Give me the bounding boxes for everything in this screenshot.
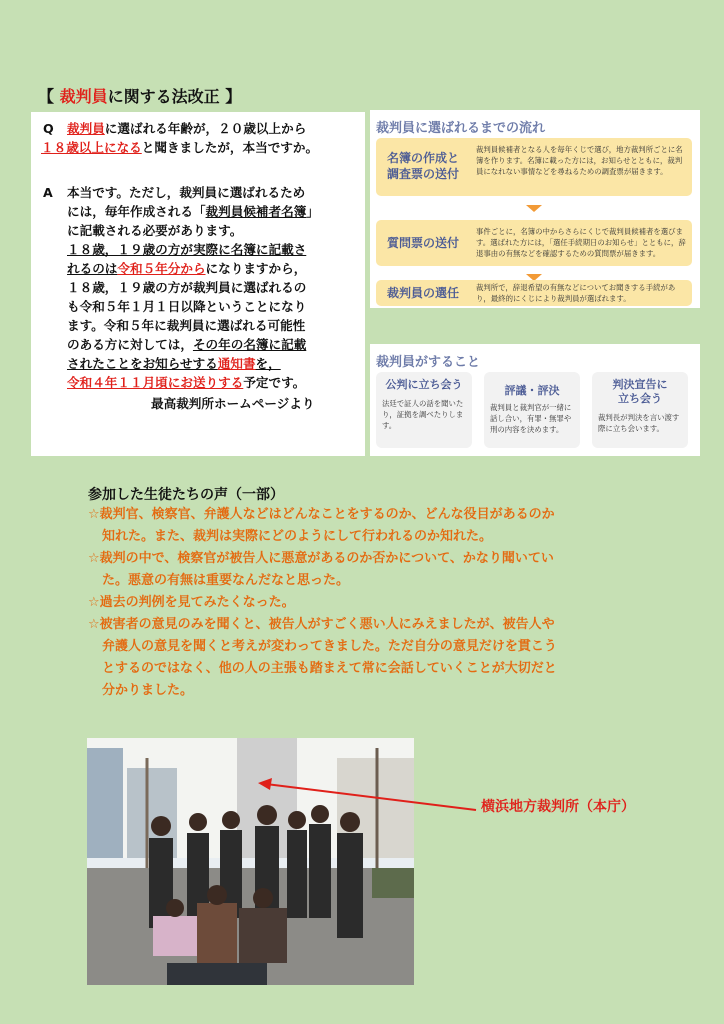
selection-flow-panel — [370, 110, 700, 308]
photo-caption: 横浜地方裁判所（本庁） — [481, 799, 635, 815]
source-note: 最高裁判所ホームページより — [151, 396, 315, 411]
question-line-2: １８歳以上になると聞きましたが，本当ですか。 — [41, 140, 319, 155]
section-title: 【 裁判員に関する法改正 】 — [38, 87, 242, 106]
answer-line-6: １８歳，１９歳の方が裁判員に選ばれるの — [67, 280, 307, 295]
duties-heading: 裁判員がすること — [376, 355, 481, 370]
question-mark: Q — [43, 121, 54, 136]
answer-line-5: れるのは令和５年分からになりますから， — [67, 261, 307, 276]
answer-line-2: には，毎年作成される「裁判員候補者名簿」 — [67, 204, 319, 219]
flow-step-2: 質問票の送付 事件ごとに，名簿の中からさらにくじで裁判員候補者を選びます。選ばれた方には，「選任手続期日のお知らせ」とともに，辞退事由の有無などを確認するための質問票が届きます。 — [376, 220, 692, 266]
answer-line-1: 本当です。ただし，裁判員に選ばれるため — [67, 185, 306, 200]
student-voices: ☆裁判官、検察官、弁護人などはどんなことをするのか、どんな役目があるのか 知れた。また、裁判は実際にどのようにして行われるのか知れた。 ☆裁判の中で、検察官が被告人に悪意があるのか否かについて、かなり聞いてい た。悪意の有無は重要なんだなと思った。 ☆過去の判例を見てみたくなった。 ☆被害者の意見のみを聞くと、被告人がすごく悪い人にみえましたが、被告人や 弁護人の意見を聞くと考えが変わってきました。ただ自分の意見だけを貫こう とするのではなく、他の人の主張も踏まえて常に会話していくことが大切だと 分かりました。 — [88, 507, 557, 698]
duty-card-trial: 公判に立ち会う 法廷で証人の話を聞いたり，証拠を調べたりします。 — [376, 372, 472, 448]
flow-step-3-text: 裁判所で，辞退希望の有無などについてお聞きする手続があり，最終的にくじにより裁判員が選ばれます。 — [476, 283, 676, 303]
flow-step-1: 名簿の作成と 調査票の送付 裁判員候補者となる人を毎年くじで選び，地方裁判所ごとに名簿を作ります。名簿に載った方には，お知らせとともに，裁判員になれない事情などを尋ねるための調査票が届きます。 — [376, 138, 692, 196]
duty-card-verdict: 判決宣告に 立ち会う 裁判長が判決を言い渡す際に立ち会います。 — [592, 372, 688, 448]
answer-line-9: のある方に対しては，その年の名簿に記載 — [67, 337, 307, 352]
title-highlight: 裁判員 — [59, 87, 108, 106]
flow-heading: 裁判員に選ばれるまでの流れ — [376, 121, 546, 136]
qa-box — [31, 112, 365, 456]
flow-step-2-text: 事件ごとに，名簿の中からさらにくじで裁判員候補者を選びます。選ばれた方には，「選任手続期日のお知らせ」とともに，辞退事由の有無などを確認するための質問票が届きます。 — [476, 227, 686, 258]
answer-line-8: ます。令和５年に裁判員に選ばれる可能性 — [67, 318, 306, 333]
flow-step-1-text: 裁判員候補者となる人を毎年くじで選び，地方裁判所ごとに名簿を作ります。名簿に載った方には，お知らせとともに，裁判員になれない事情などを尋ねるための調査票が届きます。 — [476, 145, 683, 176]
answer-line-11: 令和４年１１月頃にお送りする予定です。 — [67, 375, 306, 390]
answer-mark: A — [43, 185, 53, 200]
flow-step-3: 裁判員の選任 裁判所で，辞退希望の有無などについてお聞きする手続があり，最終的にくじにより裁判員が選ばれます。 — [376, 280, 692, 306]
question-line-1: 裁判員に選ばれる年齢が，２０歳以上から — [67, 121, 307, 136]
juror-duties-panel — [370, 344, 700, 456]
voices-heading: 参加した生徒たちの声（一部） — [88, 487, 284, 503]
duty-card-deliberation: 評議・評決 裁判員と裁判官が一緒に話し合い，有罪・無罪や刑の内容を決めます。 — [484, 372, 580, 448]
pointer-arrow-icon — [240, 770, 480, 820]
answer-line-7: も令和５年１月１日以降ということになり — [67, 299, 307, 314]
answer-line-4: １８歳，１９歳の方が実際に名簿に記載さ — [67, 242, 307, 257]
answer-line-3: に記載される必要があります。 — [67, 223, 243, 238]
answer-line-10: されたことをお知らせする通知書を， — [67, 356, 281, 371]
down-arrow-icon — [526, 205, 542, 212]
